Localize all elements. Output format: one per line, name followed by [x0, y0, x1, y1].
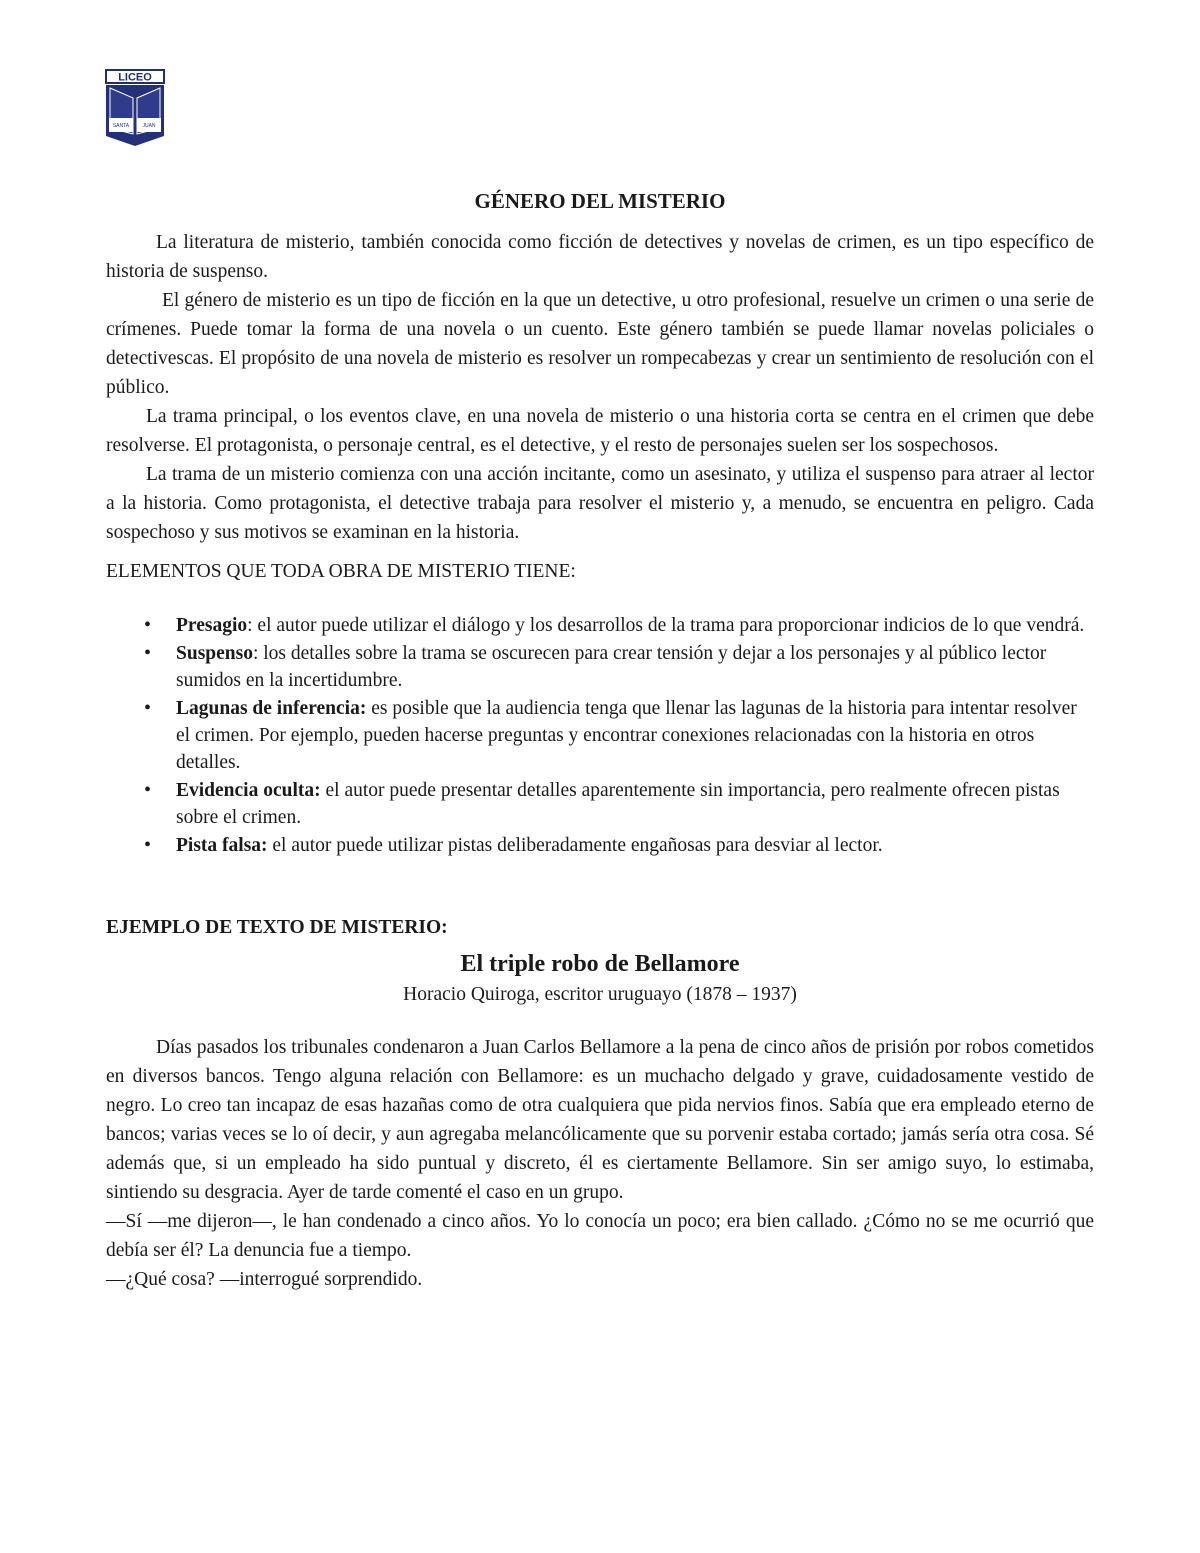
school-logo-icon — [104, 68, 166, 148]
list-item — [176, 612, 1094, 639]
svg-text:SANTA: SANTA — [112, 123, 130, 129]
element-text: : el autor puede utilizar el diálogo y los desarrollos de la trama para proporcionar indicios de lo que vendrá. — [247, 615, 1085, 636]
logo-top-text: LICEO — [118, 71, 152, 84]
list-item — [176, 695, 1094, 776]
element-text: es posible que la audiencia tenga que llenar las lagunas de la historia para intentar resolver el crimen. Por ejemplo, pueden hacerse preguntas y encontrar conexiones relacionadas con la historia en otros detalles. — [176, 698, 1077, 773]
element-term: Pista falsa: — [176, 835, 268, 856]
element-term: Suspenso — [176, 643, 253, 664]
story-title: El triple robo de Bellamore — [460, 951, 740, 977]
story-author: Horacio Quiroga, escritor uruguayo (1878 – 1937) — [403, 984, 797, 1005]
element-term: Lagunas de inferencia: — [176, 698, 367, 719]
list-item — [176, 640, 1094, 694]
intro-paragraph: La literatura de misterio, también conocida como ficción de detectives y novelas de crimen, es un tipo específico de historia de suspenso. — [106, 232, 1094, 282]
intro-paragraph: El género de misterio es un tipo de ficción en la que un detective, u otro profesional, resuelve un crimen o una serie de crímenes. Puede tomar la forma de una novela o un cuento. Este género también se puede llamar novelas policiales o detectivescas. El propósito de una novela de misterio es resolver un rompecabezas y crear un sentimiento de resolución con el público. — [106, 290, 1094, 398]
intro-paragraph: La trama principal, o los eventos clave, en una novela de misterio o una historia corta se centra en el crimen que debe resolverse. El protagonista, o personaje central, es el detective, y el resto de personajes suelen ser los sospechosos. — [106, 406, 1094, 456]
element-term: Evidencia oculta: — [176, 780, 321, 801]
svg-text:JUAN: JUAN — [142, 123, 156, 129]
elements-heading: ELEMENTOS QUE TODA OBRA DE MISTERIO TIENE: — [106, 561, 576, 582]
element-text: el autor puede utilizar pistas deliberadamente engañosas para desviar al lector. — [267, 835, 883, 856]
story-dialog: —Sí —me dijeron—, le han condenado a cinco años. Yo lo conocía un poco; era bien callado. ¿Cómo no se me ocurrió que debía ser él? La denuncia fue a tiempo. — [106, 1211, 1094, 1261]
intro-paragraph: La trama de un misterio comienza con una acción incitante, como un asesinato, y utiliza el suspenso para atraer al lector a la historia. Como protagonista, el detective trabaja para resolver el misterio y, a menudo, se encuentra en peligro. Cada sospechoso y sus motivos se examinan en la historia. — [106, 464, 1094, 543]
elements-list — [106, 612, 1094, 859]
school-logo — [104, 68, 166, 148]
element-text: el autor puede presentar detalles aparentemente sin importancia, pero realmente ofrecen pistas sobre el crimen. — [176, 780, 1060, 828]
story-paragraph: Días pasados los tribunales condenaron a Juan Carlos Bellamore a la pena de cinco años de prisión por robos cometidos en diversos bancos. Tengo alguna relación con Bellamore: es un muchacho delgado y grave, cuidadosamente vestido de negro. Lo creo tan incapaz de esas hazañas como de otra cualquiera que pida nervios finos. Sabía que era empleado eterno de bancos; varias veces se lo oí decir, y aun agregaba melancólicamente que su porvenir estaba cortado; jamás sería otra cosa. Sé además que, si un empleado ha sido puntual y discreto, él es ciertamente Bellamore. Sin ser amigo suyo, lo estimaba, sintiendo su desgracia. Ayer de tarde comenté el caso en un grupo. — [106, 1037, 1094, 1203]
element-text: : los detalles sobre la trama se oscurecen para crear tensión y dejar a los personajes y al público lector sumidos en la incertidumbre. — [176, 643, 1047, 691]
document-body — [106, 186, 1094, 1294]
page-title: GÉNERO DEL MISTERIO — [474, 189, 726, 213]
story-dialog: —¿Qué cosa? —interrogué sorprendido. — [106, 1269, 423, 1290]
list-item — [176, 832, 1094, 859]
list-item — [176, 777, 1094, 831]
element-term: Presagio — [176, 615, 248, 636]
example-heading: EJEMPLO DE TEXTO DE MISTERIO: — [106, 917, 448, 938]
